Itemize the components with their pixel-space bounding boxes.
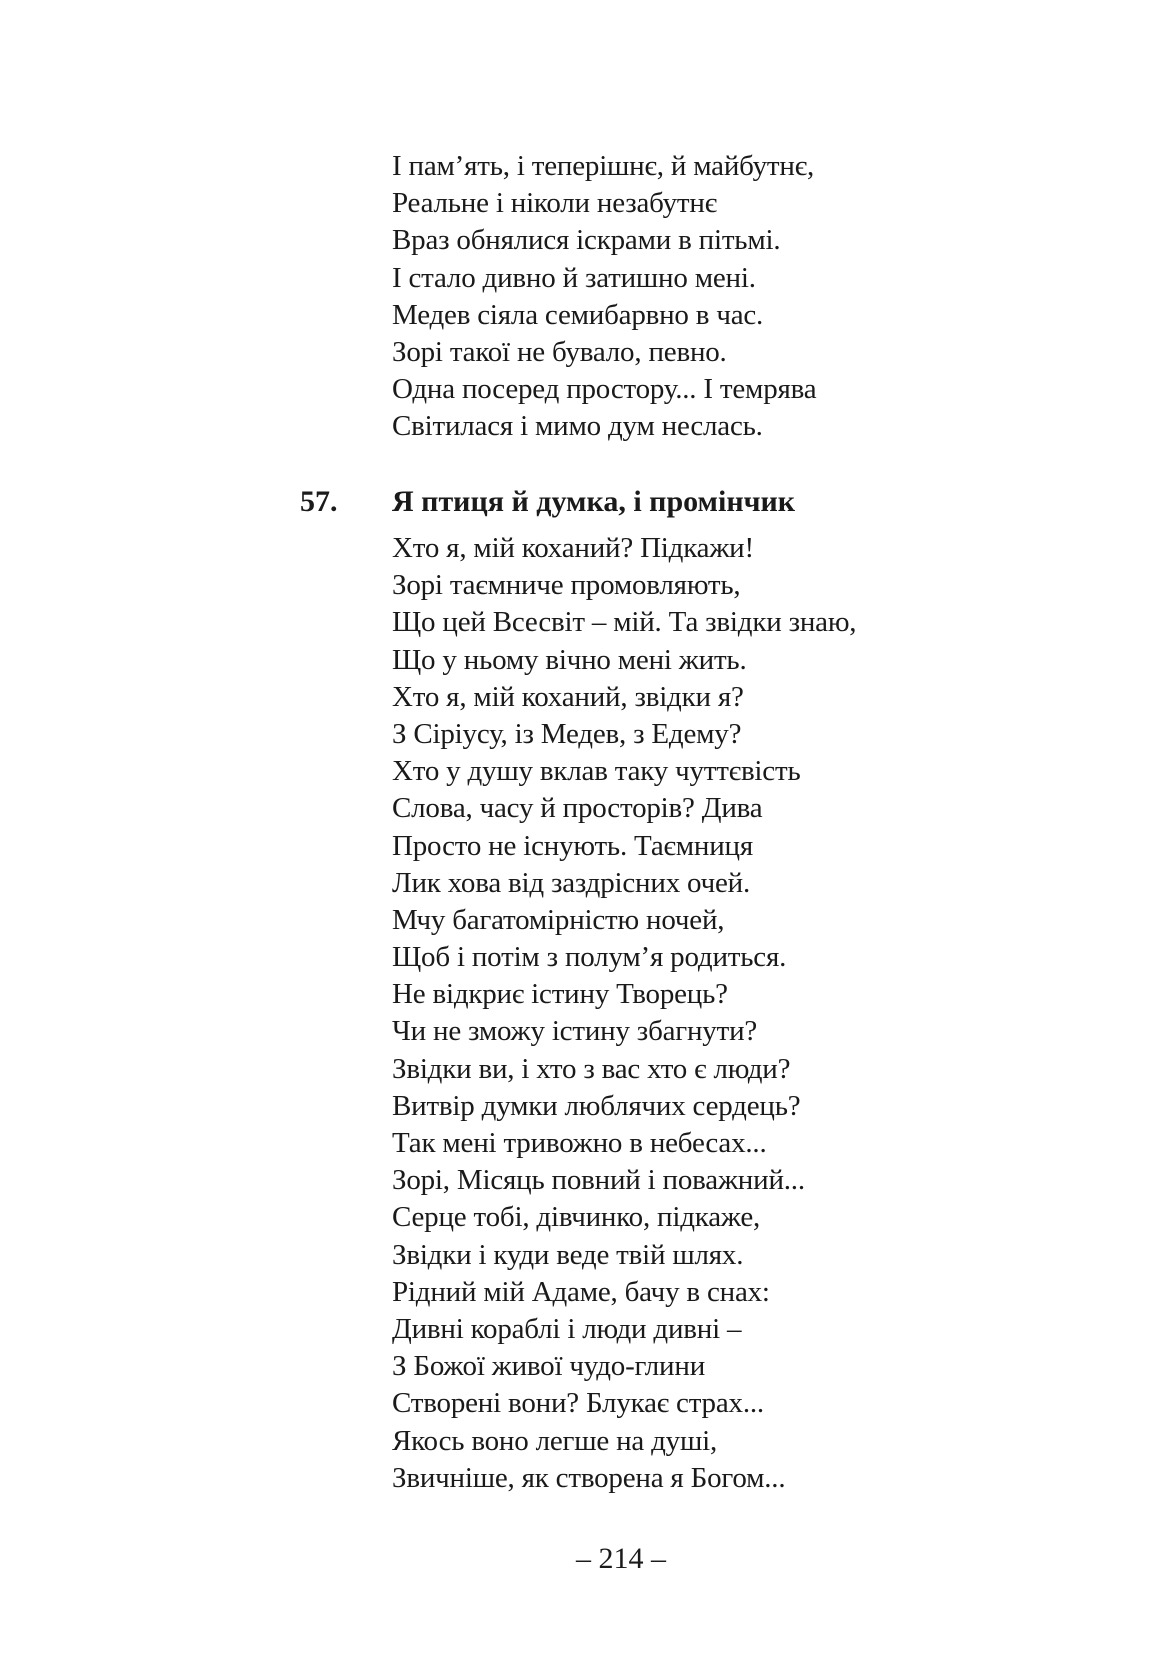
verse-line: Створені вони? Блукає страх...: [392, 1387, 764, 1420]
poem-title: Я птиця й думка, і промінчик: [392, 485, 796, 518]
verse-line: Зорі таємниче промовляють,: [392, 569, 741, 602]
verse-line: Чи не зможу істину збагнути?: [392, 1015, 758, 1048]
verse-line: Реальне і ніколи незабутнє: [392, 187, 717, 220]
page-number: – 214 –: [576, 1542, 666, 1575]
verse-line: Звідки і куди веде твій шлях.: [392, 1238, 744, 1271]
verse-line: Не відкриє істину Творець?: [392, 978, 728, 1011]
verse-line: Звідки ви, і хто з вас хто є люди?: [392, 1052, 791, 1085]
verse-line: Медев сіяла семибарвно в час.: [392, 298, 764, 331]
verse-line: Мчу багатомірністю ночей,: [392, 903, 725, 936]
verse-line: З Божої живої чудо-глини: [392, 1350, 706, 1383]
verse-line: Хто я, мій коханий? Підкажи!: [392, 532, 754, 564]
verse-line: Слова, часу й просторів? Дива: [392, 792, 763, 825]
poem-number: 57.: [300, 485, 338, 518]
verse-line: Витвір думки люблячих сердець?: [392, 1089, 801, 1122]
verse-line: Серце тобі, дівчинко, підкаже,: [392, 1201, 761, 1234]
poem-heading: [300, 482, 1100, 522]
verse-line: Світилася і мимо дум неслась.: [392, 410, 763, 443]
verse-line: Враз обнялися іскрами в пітьмі.: [392, 224, 781, 257]
verse-line: Що у ньому вічно мені жить.: [392, 643, 747, 676]
verse-line: Рідний мій Адаме, бачу в снах:: [392, 1275, 770, 1308]
verse-line: Хто у душу вклав таку чуттєвість: [392, 755, 801, 788]
verse-line: Якось воно легше на душі,: [392, 1424, 718, 1457]
verse-line: З Сіріусу, із Медев, з Едему?: [392, 717, 742, 750]
verse-line: Просто не існують. Таємниця: [392, 829, 754, 862]
verse-line: Одна посеред простору... І темрява: [392, 373, 817, 406]
verse-line: І пам’ять, і теперішнє, й майбутнє,: [392, 150, 814, 182]
poem-body: [392, 530, 856, 1497]
verse-line: Хто я, мій коханий, звідки я?: [392, 680, 744, 713]
verse-line: Що цей Всесвіт – мій. Та звідки знаю,: [392, 606, 857, 639]
verse-line: Лик хова від заздрісних очей.: [392, 866, 751, 899]
verse-line: Зорі такої не бувало, певно.: [392, 335, 727, 368]
verse-line: Щоб і потім з полум’я родиться.: [392, 941, 787, 974]
previous-poem-stanza: [392, 148, 816, 446]
verse-line: Дивні кораблі і люди дивні –: [392, 1312, 742, 1345]
verse-line: Звичніше, як створена я Богом...: [392, 1461, 786, 1494]
verse-line: Зорі, Місяць повний і поважний...: [392, 1164, 805, 1197]
verse-line: І стало дивно й затишно мені.: [392, 261, 756, 294]
verse-line: Так мені тривожно в небесах...: [392, 1127, 767, 1159]
